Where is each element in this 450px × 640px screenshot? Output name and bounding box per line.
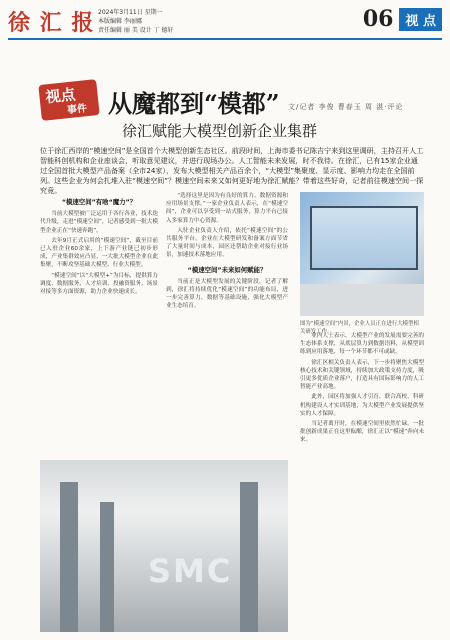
badge-top: 视点	[44, 85, 77, 107]
article-column-1	[40, 192, 158, 432]
paragraph: 业内人士表示，大模型产业的发展需要完善的生态体系支撑，从底层算力到数据语料，从模型训练到应用落地，每一个环节都不可或缺。	[300, 333, 424, 356]
issue-date: 2024年3月11日 星期一	[98, 9, 163, 16]
page-header	[0, 0, 450, 48]
section-heading: “模速空间”未来如何赋能？	[187, 265, 267, 274]
pillar	[60, 482, 78, 632]
editor-line: 本版编辑 李丽娜	[98, 18, 142, 25]
newspaper-logo: 徐 汇 报	[8, 10, 95, 36]
paragraph: 当前大模型被广泛运用于各行各业，技术迭代升级，走进“模速空间”，记者感受到一批大模型企业正在“快速奔跑”。	[40, 211, 158, 234]
display-screen	[310, 206, 418, 270]
header-rule	[8, 38, 442, 40]
desk-area	[300, 284, 424, 316]
paragraph: 当记者离开时，在模速空间里依然忙碌，一批批创新成果正在这里酝酿，徐汇正以“模速”奔向未来。	[300, 421, 424, 444]
paragraph: 去年9月正式启用的“模速空间”，截至目前已入驻企业60余家，上下游产业链已初步形成，产业集群效应凸显，一大批大模型企业在此集聚，不断攻坚基础大模型、行业大模型。	[40, 237, 158, 269]
article-column-2	[166, 192, 288, 460]
issue-meta	[98, 8, 174, 35]
article-byline: 文/记者 李俊 曹春玉 周 湛·评论	[288, 103, 404, 111]
article-subtitle: 徐汇赋能大模型创新企业集群	[122, 122, 318, 140]
paragraph: “模速空间”以“大模型+”为目标，提供算力调度、数据服务、人才培训、投融资服务、场景对接等多方面资源，助力企业快速成长。	[40, 272, 158, 296]
article-title: 从魔都到“模都”	[108, 89, 280, 118]
office-photo	[300, 192, 424, 316]
paragraph: 入驻企业负责人介绍，依托“模速空间”的公共服务平台，企业在大模型研发和备案方面节省了大量时间与成本，园区还帮助企业对接行业场景，加速技术落地应用。	[166, 227, 288, 259]
paragraph: “选择这里是因为有良好的算力、数据资源和应用场景支撑。”一家企业负责人表示，在“模速空间”，企业可以享受到一站式服务，算力平台已接入多家算力中心资源。	[166, 193, 288, 224]
page-number: 06	[362, 6, 394, 32]
building-photo	[40, 460, 288, 632]
article-lead: 位于徐汇西岸的“模速空间”是全国首个大模型创新生态社区。前段时间，上海市委书记陈吉宁来到这里调研，主持召开人工智能科创机构和企业座谈会，听取意见建议，并进行现场办公。人工智能未来发展，时不我待。在徐汇，已有15家企业通过全国首批大模型产品备案（全市24家），发布大模型相关产品百余个，“大模型”集聚度、显示度、影响力均走在全国前列。这些企业为何会扎堆入驻“模速空间”？模速空间未来又如何更好地为徐汇赋能？带着这些好奇，记者前往模速空间一探究竟。	[40, 146, 424, 195]
article-column-4	[300, 332, 424, 632]
section-heading: “模速空间”有啥“魔力”？	[61, 198, 137, 206]
column-badge	[38, 79, 99, 121]
paragraph: 当前正是大模型发展的关键阶段，记者了解到，徐汇将持续优化“模速空间”的功能布局，进一步完善算力、数据等基础设施，强化大模型产业生态培育。	[166, 278, 288, 310]
building-sign: SMC	[148, 552, 233, 590]
reviewer-line: 责任编辑 丽 美 设计 丁 德轩	[98, 27, 174, 34]
page-marker	[363, 6, 442, 32]
paragraph: 徐汇区相关负责人表示，下一步将聚焦大模型核心技术和关键领域，持续加大政策支持力度，吸引更多优质企业落户，打造具有国际影响力的人工智能产业高地。	[300, 359, 424, 391]
badge-bottom: 事件	[66, 103, 88, 117]
pillar	[100, 502, 114, 632]
paragraph: 此外，园区将加强人才引育，联合高校、科研机构建设人才实训基地，为大模型产业发展提供坚实的人才保障。	[300, 394, 424, 417]
section-label: 视 点	[399, 8, 442, 31]
photo-caption: 图为“模速空间”内景，企业人员正在进行大模型相关研发工作。	[300, 321, 419, 335]
pillar	[240, 482, 258, 632]
